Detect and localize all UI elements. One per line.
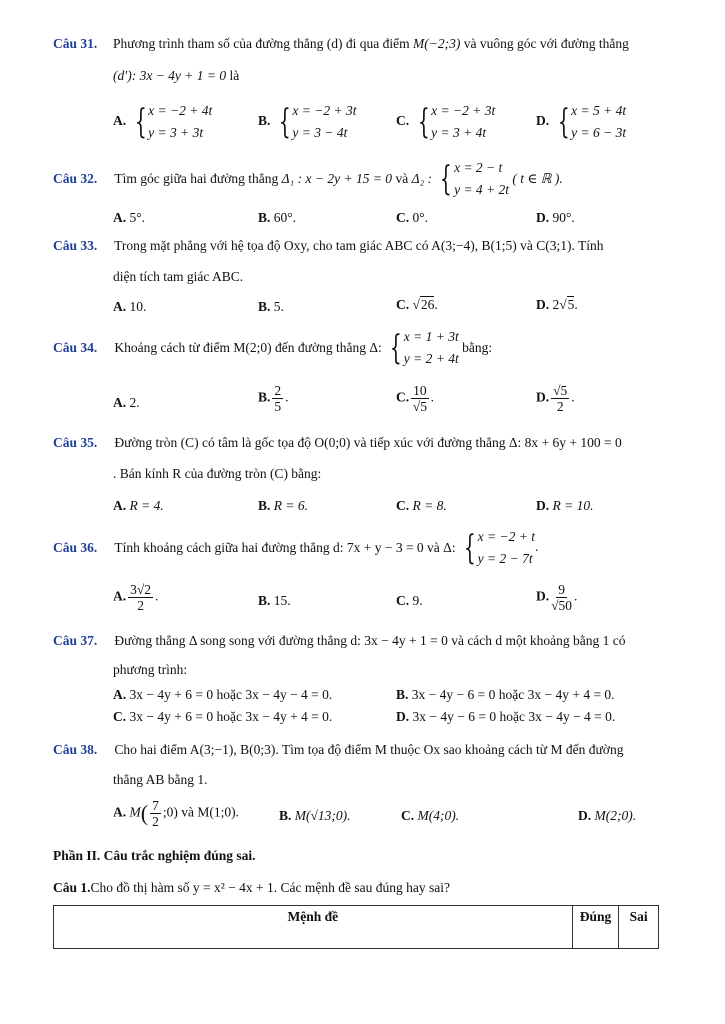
question-38: Câu 38. Cho hai điểm A(3;−1), B(0;3). Tìm tọa độ điểm M thuộc Ox sao khoảng cách từ M đến đường (53, 742, 624, 757)
q33-option-b[interactable]: B. 5. (258, 299, 284, 314)
q37-option-c[interactable]: C. 3x − 4y + 6 = 0 hoặc 3x − 4y + 4 = 0. (113, 709, 333, 724)
question-33: Câu 33. Trong mặt phẳng với hệ tọa độ Oxy, cho tam giác ABC có A(3;−4), B(1;5) và C(3;1). Tính (53, 238, 604, 253)
q34-option-d[interactable]: D. $\frac{√5}{2}$ . (536, 383, 575, 414)
q36-option-c[interactable]: C. 9. (396, 593, 423, 608)
header-statement: Mệnh đề (54, 906, 573, 949)
question-31-text: Phương trình tham số của đường thẳng (d) đi qua điểm M(−2;3) và vuông góc với đường thẳng (113, 36, 629, 51)
header-false: Sai (619, 906, 659, 949)
question-31 (53, 36, 97, 52)
question-37: Câu 37. Đường thẳng Δ song song với đường thẳng d: 3x − 4y + 1 = 0 và cách d một khoảng bằng 1 có (53, 633, 626, 648)
question-33-line2: diện tích tam giác ABC. (113, 269, 244, 284)
q38-option-d[interactable]: D. M(2;0). (578, 808, 637, 823)
question-1: Câu 1.Cho đồ thị hàm số y = x² − 4x + 1. Các mệnh đề sau đúng hay sai? (53, 880, 450, 895)
q31-option-d[interactable]: D. { x = 5 + 4t y = 6 − 3t (536, 102, 627, 142)
question-number: Câu 31. (53, 36, 98, 51)
q36-option-b[interactable]: B. 15. (258, 593, 291, 608)
q34-option-b[interactable]: B. $\frac{2}{5}$ . (258, 383, 289, 414)
q32-option-b[interactable]: B. 60°. (258, 210, 297, 225)
question-32: Câu 32. Tìm góc giữa hai đường thẳng Δ₁ : x − 2y + 15 = 0 và Δ₂ : { x = 2 − t y = 4 + 2t ( t ∈ ℝ ). (53, 159, 563, 199)
true-false-table (53, 905, 659, 949)
question-38-line2: thẳng AB bằng 1. (113, 772, 208, 787)
q36-option-a[interactable]: A. $\frac{3√2}{2}$ . (113, 582, 159, 613)
question-35-line2: . Bán kính R của đường tròn (C) bằng: (113, 466, 322, 481)
q35-option-d[interactable]: D. R = 10. (536, 498, 594, 513)
q32-option-d[interactable]: D. 90°. (536, 210, 575, 225)
q32-option-c[interactable]: C. 0°. (396, 210, 429, 225)
q37-option-d[interactable]: D. 3x − 4y − 6 = 0 hoặc 3x − 4y − 4 = 0. (396, 709, 616, 724)
question-35: Câu 35. Đường tròn (C) có tâm là gốc tọa độ O(0;0) và tiếp xúc với đường thẳng Δ: 8x + 6y + 100 = 0 (53, 435, 622, 450)
q38-option-a[interactable]: A. M( $\frac{7}{2}$ ;0) và M(1;0). (113, 798, 239, 829)
q38-option-b[interactable]: B. M(√13;0). (279, 808, 351, 823)
q34-option-c[interactable]: C. $\frac{10}{√5}$ . (396, 383, 434, 414)
question-34: Câu 34. Khoảng cách từ điểm M(2;0) đến đường thẳng Δ: { x = 1 + 3t y = 2 + 4t bằng: (53, 328, 493, 368)
q37-option-b[interactable]: B. 3x − 4y − 6 = 0 hoặc 3x − 4y + 4 = 0. (396, 687, 615, 702)
q34-option-a[interactable]: A. 2. (113, 395, 140, 410)
header-true: Đúng (572, 906, 619, 949)
question-36: Câu 36. Tính khoảng cách giữa hai đường thẳng d: 7x + y − 3 = 0 và Δ: { x = −2 + t y = 2 − 7t . (53, 528, 539, 568)
q33-option-d[interactable]: D. 2√5. (536, 297, 578, 312)
q35-option-a[interactable]: A. R = 4. (113, 498, 164, 513)
q33-option-c[interactable]: C. √26. (396, 297, 438, 312)
q37-option-a[interactable]: A. 3x − 4y + 6 = 0 hoặc 3x − 4y − 4 = 0. (113, 687, 333, 702)
question-37-line2: phương trình: (113, 662, 188, 677)
q36-option-d[interactable]: D. $\frac{9}{√50}$ . (536, 582, 578, 613)
q38-option-c[interactable]: C. M(4;0). (401, 808, 460, 823)
q35-option-c[interactable]: C. R = 8. (396, 498, 447, 513)
section-heading: Phần II. Câu trắc nghiệm đúng sai. (53, 848, 256, 863)
q33-option-a[interactable]: A. 10. (113, 299, 147, 314)
q32-option-a[interactable]: A. 5°. (113, 210, 146, 225)
q35-option-b[interactable]: B. R = 6. (258, 498, 308, 513)
table-header-row (54, 906, 659, 949)
question-31-line: (d′): 3x − 4y + 1 = 0 là (113, 68, 240, 83)
q31-option-c[interactable]: C. { x = −2 + 3t y = 3 + 4t (396, 102, 496, 142)
q31-option-b[interactable]: B. { x = −2 + 3t y = 3 − 4t (258, 102, 357, 142)
q31-option-a[interactable]: A. { x = −2 + 4t y = 3 + 3t (113, 102, 213, 142)
